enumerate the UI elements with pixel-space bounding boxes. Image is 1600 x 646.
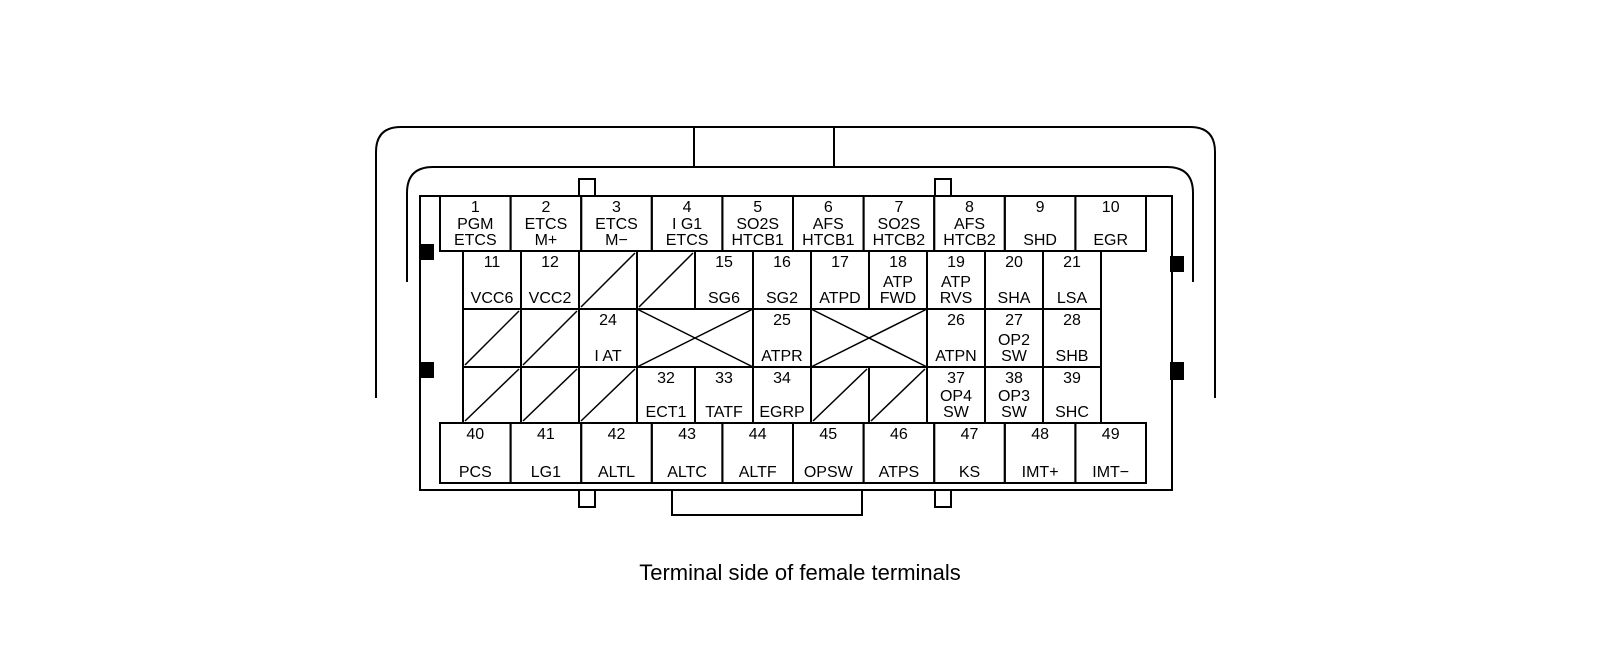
terminal-number: 38 [1005, 370, 1023, 387]
terminal-signal-label: TATF [705, 404, 743, 421]
terminal-signal-label: M− [605, 232, 628, 249]
terminal-signal-label: IMT+ [1021, 464, 1059, 481]
terminal-number: 46 [890, 426, 908, 443]
terminal-signal-label: ETCS [453, 232, 497, 249]
locating-tab [579, 179, 595, 196]
terminal-number: 47 [960, 426, 979, 443]
terminal-signal-label: OP4 [939, 388, 973, 405]
terminal-number: 11 [483, 254, 501, 271]
terminal-signal-label: ATPD [819, 290, 861, 307]
terminal-number: 48 [1031, 426, 1049, 443]
terminal-number: 20 [1005, 254, 1023, 271]
terminal-number: 18 [889, 254, 907, 271]
terminal-number: 25 [773, 312, 791, 329]
terminal-signal-label: ALTL [597, 464, 636, 481]
terminal-number: 10 [1101, 199, 1120, 216]
unused-cavity-mark [523, 369, 577, 421]
side-lock-mark [1170, 362, 1184, 380]
unused-cavity-mark [465, 369, 519, 421]
terminal-number: 8 [965, 199, 974, 216]
side-lock-mark [420, 362, 434, 378]
terminal-signal-label: SO2S [877, 216, 921, 233]
terminal-signal-label: SG6 [707, 290, 741, 307]
terminal-number: 6 [823, 199, 833, 216]
terminal-signal-label: ETCS [595, 216, 638, 233]
terminal-number: 40 [466, 426, 485, 443]
terminal-signal-label: SG2 [765, 290, 799, 307]
terminal-signal-label: KS [958, 464, 981, 481]
locating-tab [579, 490, 595, 507]
terminal-signal-label: ECT1 [645, 404, 687, 421]
terminal-signal-label: LG1 [530, 464, 562, 481]
terminal-number: 32 [657, 370, 675, 387]
terminal-number: 26 [947, 312, 965, 329]
terminal-signal-label: OP2 [997, 332, 1031, 349]
terminal-number: 3 [612, 199, 621, 216]
terminal-signal-label: EGRP [759, 404, 805, 421]
terminal-number: 7 [894, 199, 904, 216]
terminal-signal-label: VCC2 [528, 290, 572, 307]
terminal-signal-label: OPSW [803, 464, 853, 481]
terminal-number: 28 [1063, 312, 1081, 329]
terminal-signal-label: M+ [534, 232, 558, 249]
terminal-signal-label: SHC [1055, 404, 1089, 421]
terminal-signal-label: HTCB1 [802, 232, 855, 249]
terminal-signal-label: VCC6 [470, 290, 514, 307]
terminal-number: 17 [831, 254, 849, 271]
terminal-number: 19 [947, 254, 965, 271]
terminal-signal-label: SO2S [736, 216, 780, 233]
terminal-number: 27 [1005, 312, 1023, 329]
terminal-signal-label: SHA [997, 290, 1031, 307]
locating-tab [935, 179, 951, 196]
terminal-number: 5 [753, 199, 763, 216]
connector-body [420, 196, 1172, 490]
terminal-signal-label: SW [1001, 348, 1027, 365]
terminal-signal-label: ATPR [761, 348, 803, 365]
terminal-signal-label: I G1 [671, 216, 703, 233]
terminal-signal-label: RVS [939, 290, 973, 307]
terminal-signal-label: ALTF [738, 464, 777, 481]
terminal-signal-label: HTCB2 [872, 232, 926, 249]
terminal-signal-label: ATPS [878, 464, 920, 481]
locating-tab [935, 490, 951, 507]
terminal-signal-label: FWD [879, 290, 917, 307]
terminal-number: 1 [470, 199, 480, 216]
terminal-number: 43 [678, 426, 696, 443]
unused-cavity-mark [523, 311, 577, 365]
terminal-number: 37 [947, 370, 965, 387]
terminal-number: 16 [773, 254, 791, 271]
diagram-caption: Terminal side of female terminals [639, 560, 961, 585]
terminal-number: 34 [773, 370, 791, 387]
terminal-signal-label: ATPN [935, 348, 977, 365]
terminal-number: 12 [541, 254, 559, 271]
terminal-signal-label: ETCS [524, 216, 568, 233]
side-lock-mark [1170, 256, 1184, 272]
terminal-signal-label: ETCS [665, 232, 709, 249]
unused-cavity-mark [581, 369, 635, 421]
terminal-signal-label: SHB [1055, 348, 1089, 365]
side-lock-mark [420, 244, 434, 260]
connector-bottom-key [672, 490, 862, 515]
terminal-number: 24 [599, 312, 617, 329]
unused-cavity-mark [871, 369, 925, 421]
terminal-signal-label: ATP [883, 274, 913, 291]
terminal-signal-label: PGM [457, 216, 494, 233]
terminal-number: 42 [607, 426, 626, 443]
terminal-number: 49 [1101, 426, 1120, 443]
terminal-signal-label: IMT− [1092, 464, 1130, 481]
unused-cavity-mark [813, 369, 867, 421]
terminal-number: 39 [1063, 370, 1081, 387]
terminal-number: 21 [1063, 254, 1081, 271]
terminal-signal-label: OP3 [997, 388, 1031, 405]
terminal-number: 15 [715, 254, 733, 271]
terminal-number: 2 [541, 199, 551, 216]
terminal-signal-label: LSA [1056, 290, 1088, 307]
terminal-signal-label: ATP [941, 274, 971, 291]
terminal-signal-label: SW [943, 404, 969, 421]
terminal-signal-label: HTCB1 [731, 232, 784, 249]
terminal-signal-label: SW [1001, 404, 1027, 421]
unused-cavity-mark [581, 253, 635, 307]
terminal-number: 9 [1035, 199, 1045, 216]
connector-top-latch [694, 127, 834, 167]
terminal-number: 41 [537, 426, 555, 443]
terminal-signal-label: ALTC [667, 464, 707, 481]
terminal-number: 4 [682, 199, 692, 216]
terminal-number: 45 [819, 426, 838, 443]
terminal-number: 33 [715, 370, 733, 387]
terminal-signal-label: EGR [1093, 232, 1129, 249]
terminal-signal-label: AFS [812, 216, 844, 233]
terminal-signal-label: SHD [1023, 232, 1057, 249]
terminal-number: 44 [748, 426, 767, 443]
terminal-signal-label: I AT [594, 348, 622, 365]
unused-cavity-mark [639, 253, 693, 307]
terminal-signal-label: PCS [458, 464, 492, 481]
terminal-signal-label: AFS [953, 216, 986, 233]
terminal-signal-label: HTCB2 [943, 232, 996, 249]
unused-cavity-mark [465, 311, 519, 365]
